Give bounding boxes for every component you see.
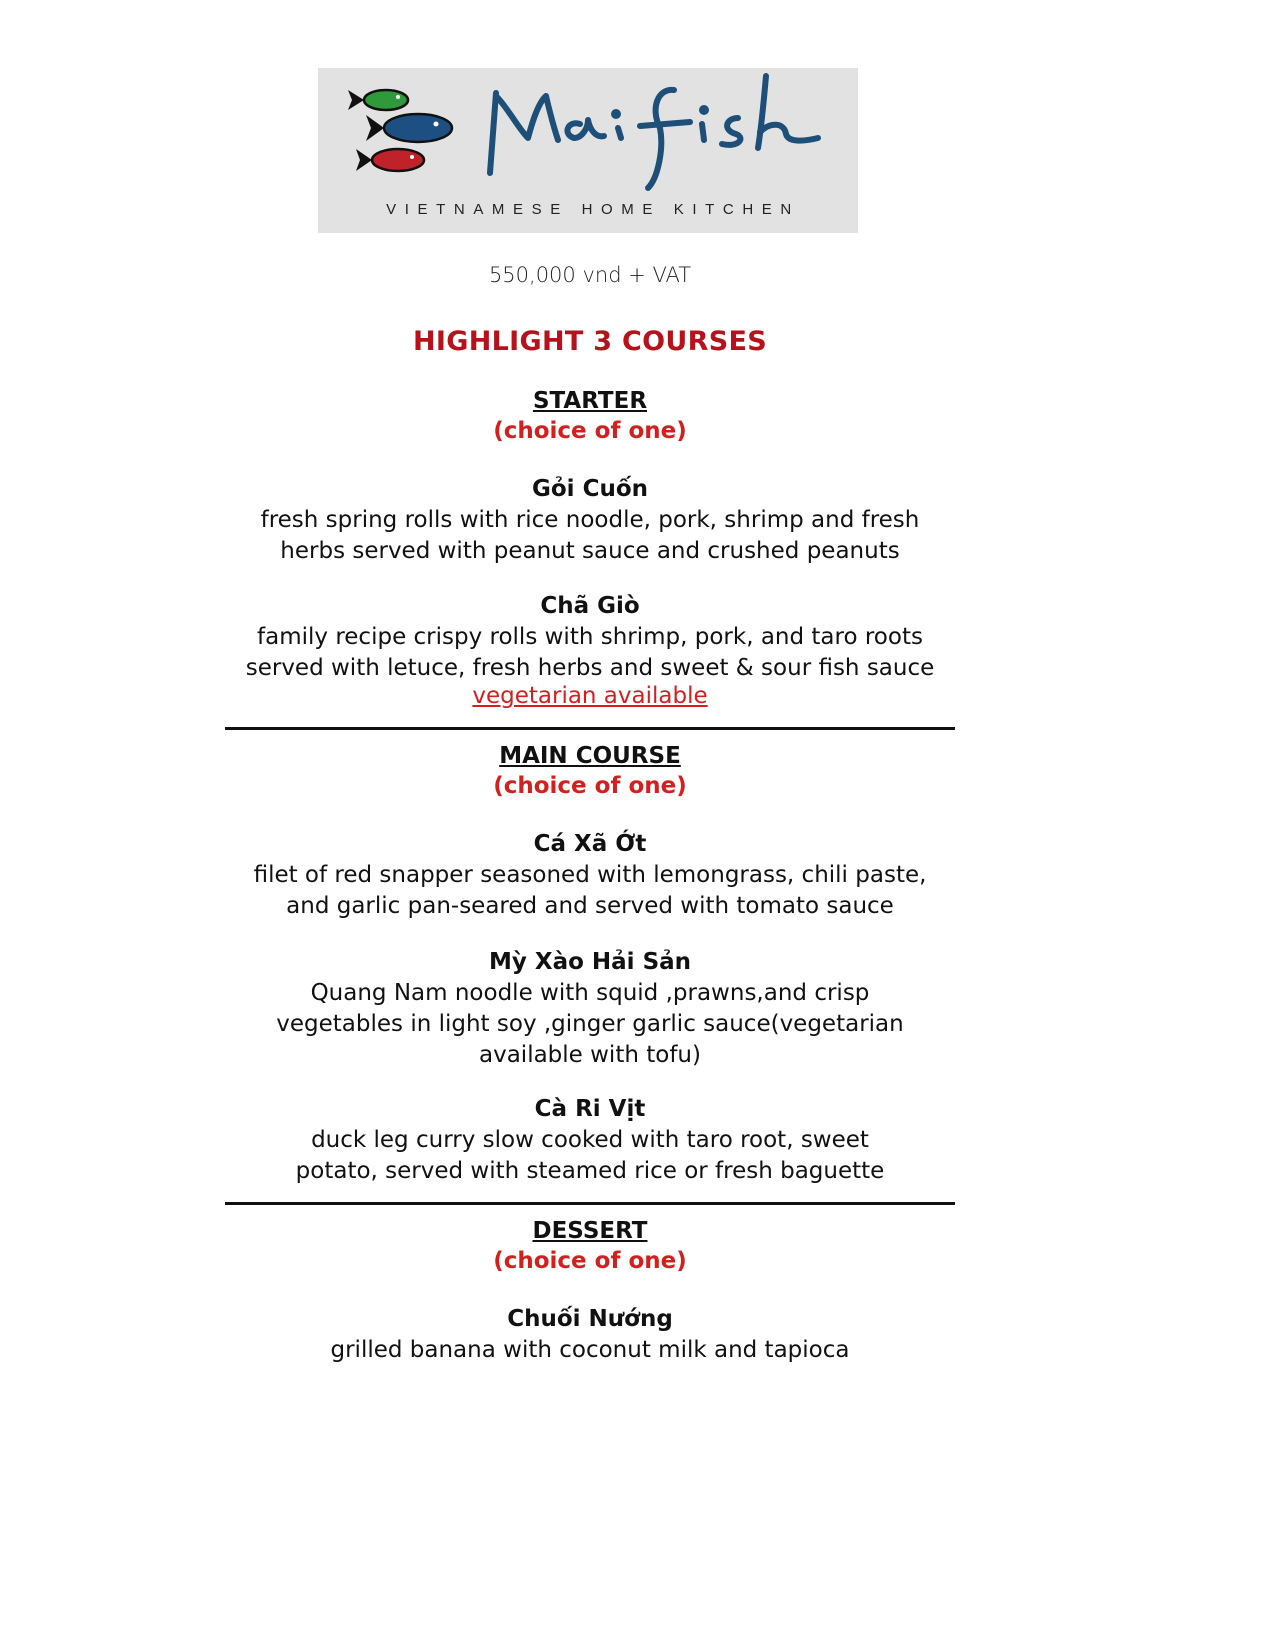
vegetarian-note: vegetarian available	[472, 683, 708, 709]
dish-name: Chã Giò	[540, 593, 640, 619]
choice-note-starter: (choice of one)	[493, 418, 687, 444]
dish-description: duck leg curry slow cooked with taro root, sweet potato, served with steamed rice or fresh baguette	[295, 1127, 885, 1184]
dish-name: Gỏi Cuốn	[532, 476, 648, 502]
dish-name: Mỳ Xào Hải Sản	[488, 949, 692, 975]
dish-name: Cà Ri Vịt	[534, 1096, 646, 1122]
red-fish-icon	[356, 149, 424, 171]
dish-description: grilled banana with coconut milk and tapioca	[330, 1337, 850, 1363]
green-fish-icon	[348, 90, 408, 110]
dish-name: Chuối Nướng	[507, 1306, 673, 1332]
wordmark-brush-strokes	[490, 76, 818, 188]
choice-note-main-course: (choice of one)	[493, 773, 687, 799]
dish-description: filet of red snapper seasoned with lemongrass, chili paste, and garlic pan-seared and served with tomato sauce	[253, 862, 927, 919]
dish-description: fresh spring rolls with rice noodle, pork, shrimp and fresh herbs served with peanut sauce and crushed peanuts	[260, 507, 920, 564]
section-heading-starter: STARTER	[532, 388, 648, 414]
menu-price: 550,000 vnd + VAT	[488, 263, 692, 287]
dish-name: Cá Xã Ớt	[533, 831, 647, 857]
section-heading-main-course: MAIN COURSE	[499, 743, 681, 769]
menu-title: HIGHLIGHT 3 COURSES	[413, 326, 767, 357]
blue-fish-icon	[366, 114, 452, 142]
logo-tagline: VIETNAMESE HOME KITCHEN	[386, 201, 800, 218]
section-divider	[225, 727, 955, 730]
restaurant-logo	[318, 68, 858, 233]
dish-description: family recipe crispy rolls with shrimp, pork, and taro roots served with letuce, fresh herbs and sweet & sour fish sauce	[245, 624, 935, 681]
section-heading-dessert: DESSERT	[532, 1218, 648, 1244]
section-divider	[225, 1202, 955, 1205]
dish-description: Quang Nam noodle with squid ,prawns,and crisp vegetables in light soy ,ginger garlic sauce(vegetarian available with tofu)	[276, 980, 904, 1068]
choice-note-dessert: (choice of one)	[493, 1248, 687, 1274]
